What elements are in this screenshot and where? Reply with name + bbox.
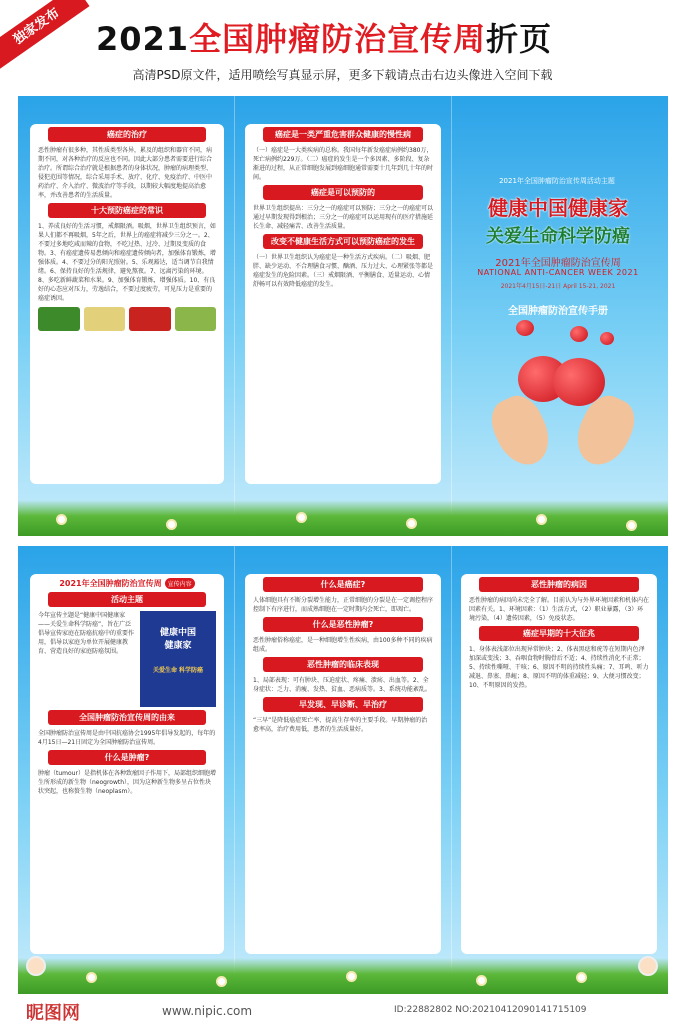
flower-icon: [538, 516, 545, 523]
panel-treatment: [30, 124, 224, 484]
section-title: 癌症是一类严重危害群众健康的慢性病: [263, 127, 423, 142]
flower-icon: [218, 978, 225, 985]
heart-icon: [600, 332, 614, 345]
doctor-mascot-icon: [26, 956, 46, 976]
exclusive-badge: 独家发布: [0, 0, 90, 69]
grass-decoration: [18, 500, 668, 536]
section-title: 全国肿瘤防治宣传周的由来: [48, 710, 206, 725]
flower-icon: [578, 974, 585, 981]
section-text: 1、养成良好的生活习惯，戒烟限酒。吸烟，世界卫生组织预言，如果人们都不再吸烟，5年之后，世界上的癌症将减少三分之一。2、不要过多地吃咸而辣的食物，不吃过热、过冷、过期及变质的食物。3、有癌症遗传易患倾向和癌症遗传倾向者，加强体育锻炼，增强体质。4、不要过分的阳光照射。5、乐观豁达，适当调节自我情绪。6、保持良好的生活规律，避免熬夜。7、远离污染的环境。8、多吃新鲜蔬菜和水果。9、加强体育锻炼，增强体质。10、有良好的心态应对压力，劳逸结合，不要过度疲劳，可见压力是重要的癌症诱因。: [38, 223, 216, 302]
title-main: 全国肿瘤防治宣传周: [189, 20, 487, 58]
panel-what-is-cancer: [245, 574, 441, 954]
fold-line: [451, 96, 452, 536]
flower-icon: [168, 521, 175, 528]
watermark-url[interactable]: www.nipic.com: [162, 1004, 253, 1018]
title-tail: 折页: [486, 20, 553, 58]
cover-top-line: 2021年全国肿瘤防治宣传周活动主题: [499, 177, 615, 185]
cover-week-title: 2021年全国肿瘤防治宣传周: [495, 258, 621, 269]
heart-icon: [570, 326, 588, 342]
grass-decoration: [18, 958, 668, 994]
section-text: （一）世界卫生组织认为癌症是一种生活方式疾病。（二）吸烟、肥胖、缺少运动、不合理膳食习惯、酗酒、压力过大、心理紧张等都是癌症发生的危险因素。（三）戒烟限酒、平衡膳食、适量运动、心情舒畅可以有效降低癌症的发生。: [253, 254, 434, 288]
tomato-image: [129, 307, 171, 331]
fold-line: [234, 96, 235, 536]
section-title: 癌症的治疗: [48, 127, 206, 142]
card-tag: 宣传内容: [165, 578, 195, 589]
brochure-outside: [18, 96, 668, 536]
vegetable-image: [38, 307, 80, 331]
section-title: 什么是恶性肿瘤?: [263, 617, 423, 632]
section-text: 人体细胞具有不断分裂增生能力，正常细胞的分裂是在一定调控程序控制下有序进行，而成熟细胞在一定时期内会死亡，即凋亡。: [253, 597, 434, 613]
section-title: 什么是癌症?: [263, 577, 423, 592]
panel-chronic-disease: [245, 124, 441, 484]
section-text: 恶性肿瘤有很多种，其性质类型各异，累及的组织和器官不同，病期不同，对各种治疗的反应也不同。因此大部分患者需要进行综合治疗。所谓综合治疗就是根据患者的身体状况，肿瘤的病理类型、侵犯范围等情况，综合采用手术、放疗、化疗、免疫治疗、中医中药治疗、介入治疗、微波治疗等手段，以期较大幅度地提高治愈率，并改善患者的生活质量。: [38, 147, 213, 199]
doctor-mascot-icon: [638, 956, 658, 976]
panel-campaign: [30, 574, 224, 954]
page-header: [0, 0, 685, 90]
flower-icon: [58, 516, 65, 523]
section-text: 1、身体表浅部位出现异常肿块；2、体表黑痣和疣等在短期内色泽加深或变浅；3、吞咽食物时胸骨后不适；4、持续性消化不正常；5、持续性嘶哑、干咳；6、原因不明的持续性头痛；7、耳鸣、听力减退、鼻塞、鼻衄；8、原因不明的体重减轻；9、大便习惯改变；10、不明原因的发热。: [469, 646, 649, 689]
cover-headline-1: 健康中国健康家: [488, 196, 628, 220]
page-subtitle: 高清PSD原文件，适用喷绘写真显示屏，更多下载请点击右边头像进入空间下载: [132, 68, 553, 82]
section-text: 恶性肿瘤俗称癌症，是一种细胞增生性疾病，由100多种不同的疾病组成。: [253, 637, 433, 653]
section-text: 世界卫生组织提出：三分之一的癌症可以预防；三分之一的癌症可以通过早期发现得到根治；三分之一的癌症可以运用现有的医疗措施延长生命、减轻痛苦、改善生活质量。: [253, 205, 434, 230]
brochure-inside: [18, 546, 668, 994]
flower-icon: [298, 514, 305, 521]
cover-headline-2: 关爱生命科学防癌: [486, 226, 630, 247]
grain-image: [84, 307, 126, 331]
card-heading: [30, 578, 224, 589]
section-title: 什么是肿瘤?: [48, 750, 206, 765]
section-title: 十大预防癌症的常识: [48, 203, 206, 218]
food-photos: [38, 307, 216, 331]
section-title: 癌症早期的十大征兆: [479, 626, 639, 641]
salad-image: [175, 307, 217, 331]
fold-line: [451, 546, 452, 994]
cover-manual: 全国肿瘤防治宣传手册: [508, 306, 608, 317]
section-title: 活动主题: [48, 592, 206, 607]
section-title: 癌症是可以预防的: [263, 185, 423, 200]
panel-causes: [461, 574, 657, 954]
title-year: 2021: [96, 20, 190, 58]
section-text: 肿瘤（tumour）是指机体在各种致瘤因子作用下，局部组织细胞增生所形成的新生物（neogrowth），因为这种新生物多呈占位性块状突起，也称赘生物（neoplasm）。: [38, 770, 216, 795]
flower-icon: [88, 974, 95, 981]
poster-line-2: 健康家: [164, 641, 192, 651]
section-title: 改变不健康生活方式可以预防癌症的发生: [263, 234, 423, 249]
card-title: 2021年全国肿瘤防治宣传周: [59, 579, 162, 588]
section-text: 全国肿瘤防治宣传周是由中国抗癌协会1995年倡导发起的，每年的4月15日—21日固定为全国肿瘤防治宣传周。: [38, 730, 216, 746]
flower-icon: [478, 977, 485, 984]
section-title: 恶性肿瘤的病因: [479, 577, 639, 592]
poster-line-3: 关爱生命 科学防癌: [152, 667, 204, 674]
heart-icon: [516, 320, 534, 336]
fold-line: [234, 546, 235, 994]
page-title: [96, 14, 552, 60]
flower-icon: [408, 520, 415, 527]
section-title: 恶性肿瘤的临床表现: [263, 657, 423, 672]
watermark-logo: 昵图网: [26, 1003, 80, 1024]
theme-poster: [140, 611, 216, 707]
cover-date: 2021年4月15日-21日 April 15-21, 2021: [500, 283, 616, 290]
cover-english: NATIONAL ANTI-CANCER WEEK 2021: [477, 268, 639, 277]
flower-icon: [628, 522, 635, 529]
flower-icon: [348, 973, 355, 980]
section-text: （一）癌症是一大类疾病的总称。我国每年新发癌症病例约380万，死亡病例约229万。（二）癌症的发生是一个多因素、多阶段、复杂渐进的过程，从正常细胞发展到癌细胞通常需要十几年到几十年的时间。: [253, 147, 434, 181]
poster-line-1: 健康中国: [159, 628, 196, 638]
section-title: 早发现、早诊断、早治疗: [263, 697, 423, 712]
section-text: 1、局部表现：可有肿块、压迫症状、疼痛、溃疡、出血等。2、全身症状：乏力、消瘦、发热、贫血、恶病质等。3、系统功能紊乱。: [253, 677, 431, 693]
section-text: 恶性肿瘤的病因尚未完全了解。目前认为与外界环境因素和机体内在因素有关。1、环境因素：（1）生活方式，（2）职业暴露，（3）环境污染，（4）遗传因素，（5）免疫状态。: [469, 597, 650, 622]
section-text: 今年宣传主题是“健康中国健康家——关爱生命科学防癌”，旨在广泛倡导宣传家庭在防癌抗癌中的重要作用，倡导以家庭为单位开展健康教育、营造良好的家庭防癌氛围。: [38, 612, 135, 655]
section-text: “三早”是降低癌症死亡率、提高生存率的主要手段。早期肿瘤的治愈率高，治疗费用低，患者的生活质量好。: [253, 717, 428, 733]
watermark-id: ID:22882802 NO:20210412090141715109: [394, 1005, 587, 1015]
